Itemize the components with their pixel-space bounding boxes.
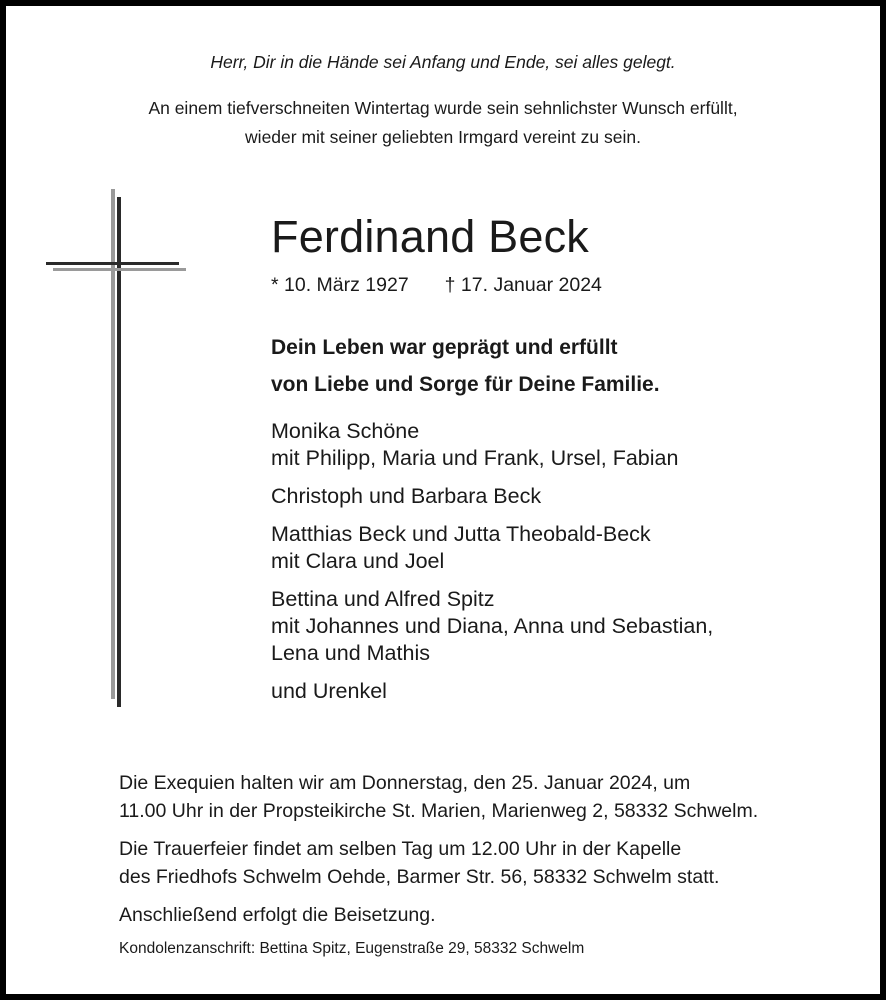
notice-line: Die Trauerfeier findet am selben Tag um 12.00 Uhr in der Kapelle — [119, 838, 682, 860]
intro-text — [6, 94, 880, 152]
deceased-name: Ferdinand Beck — [271, 211, 589, 262]
notice-paragraph — [119, 835, 758, 891]
notice-line: des Friedhofs Schwelm Oehde, Barmer Str. 56, 58332 Schwelm statt. — [119, 866, 720, 888]
mourner-line: und Urenkel — [271, 679, 387, 703]
mourner-line: Bettina und Alfred Spitz — [271, 587, 495, 611]
quote-line: Dein Leben war geprägt und erfüllt — [271, 336, 618, 359]
mourner-line: Lena und Mathis — [271, 641, 430, 665]
cross-horizontal-dark — [46, 262, 179, 265]
life-dates — [271, 274, 602, 297]
mourner-line: mit Philipp, Maria und Frank, Ursel, Fabian — [271, 446, 679, 470]
cross-vertical-light — [111, 189, 115, 699]
cross-horizontal-light — [53, 268, 186, 271]
death-date: † 17. Januar 2024 — [444, 274, 602, 296]
quote-line: von Liebe und Sorge für Deine Familie. — [271, 373, 660, 396]
mourner-line: Monika Schöne — [271, 419, 420, 443]
mourner-group — [271, 586, 713, 667]
cross-vertical-dark — [117, 197, 121, 707]
service-notice — [119, 769, 758, 939]
motto-verse: Herr, Dir in die Hände sei Anfang und Ende, sei alles gelegt. — [210, 52, 676, 72]
mourners-list — [271, 418, 713, 716]
mourner-line: mit Johannes und Diana, Anna und Sebastian, — [271, 614, 714, 638]
mourner-group — [271, 521, 713, 575]
notice-line: Die Exequien halten wir am Donnerstag, den 25. Januar 2024, um — [119, 772, 691, 794]
intro-line: An einem tiefverschneiten Wintertag wurde sein sehnlichster Wunsch erfüllt, — [148, 98, 738, 118]
intro-line: wieder mit seiner geliebten Irmgard vereint zu sein. — [245, 127, 641, 147]
notice-line: Anschließend erfolgt die Beisetzung. — [119, 904, 436, 926]
notice-line: 11.00 Uhr in der Propsteikirche St. Marien, Marienweg 2, 58332 Schwelm. — [119, 800, 759, 822]
mourner-group — [271, 418, 713, 472]
condolence-address: Kondolenzanschrift: Bettina Spitz, Eugenstraße 29, 58332 Schwelm — [119, 940, 585, 957]
birth-date: * 10. März 1927 — [271, 274, 409, 296]
memorial-quote — [271, 329, 660, 403]
notice-paragraph — [119, 901, 758, 929]
mourner-group — [271, 678, 713, 705]
mourner-line: mit Clara und Joel — [271, 549, 445, 573]
mourner-line: Matthias Beck und Jutta Theobald-Beck — [271, 522, 651, 546]
mourner-line: Christoph und Barbara Beck — [271, 484, 542, 508]
notice-paragraph — [119, 769, 758, 825]
mourner-group — [271, 483, 713, 510]
